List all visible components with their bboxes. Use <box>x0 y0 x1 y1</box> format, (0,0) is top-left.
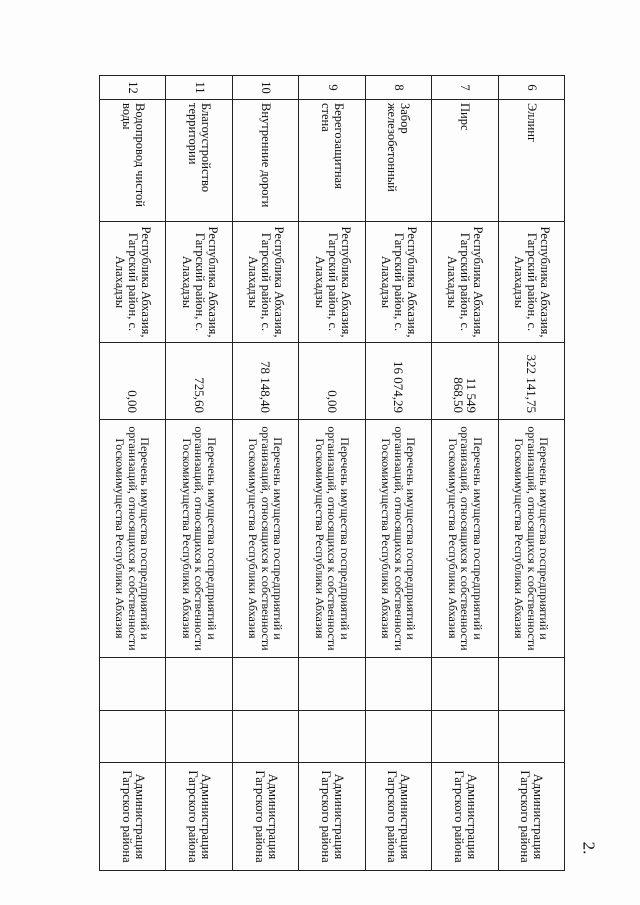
row-number: 12 <box>100 76 166 100</box>
object-description: Перечень имущества госпредприятий и организаций, относящихся к собственности Госкомимущества Республики Абхазия <box>166 420 232 658</box>
empty-cell <box>498 711 564 763</box>
table-row <box>232 76 298 871</box>
rotated-table-container <box>99 75 565 870</box>
row-number: 6 <box>498 76 564 100</box>
empty-cell <box>365 711 431 763</box>
object-address: Республика Абхазия, Гагрский район, с. Алахадзы <box>299 222 365 343</box>
object-value: 725,60 <box>166 343 232 420</box>
object-address: Республика Абхазия, Гагрский район, с. Алахадзы <box>498 222 564 343</box>
object-value: 0,00 <box>100 343 166 420</box>
row-number: 10 <box>232 76 298 100</box>
object-description: Перечень имущества госпредприятий и организаций, относящихся к собственности Госкомимущества Республики Абхазия <box>365 420 431 658</box>
table-row <box>365 76 431 871</box>
empty-cell <box>166 711 232 763</box>
object-name: Водопровод чистой воды <box>100 100 166 222</box>
empty-cell <box>299 658 365 711</box>
empty-cell <box>432 658 498 711</box>
table-row <box>299 76 365 871</box>
empty-cell <box>166 658 232 711</box>
object-description: Перечень имущества госпредприятий и организаций, относящихся к собственности Госкомимущества Республики Абхазия <box>498 420 564 658</box>
object-address: Республика Абхазия, Гагрский район, с. Алахадзы <box>100 222 166 343</box>
object-value: 322 141,75 <box>498 343 564 420</box>
empty-cell <box>365 658 431 711</box>
object-address: Республика Абхазия, Гагрский район, с. Алахадзы <box>166 222 232 343</box>
object-value: 0,00 <box>299 343 365 420</box>
empty-cell <box>100 658 166 711</box>
object-name: Эллинг <box>498 100 564 222</box>
empty-cell <box>498 658 564 711</box>
object-description: Перечень имущества госпредприятий и организаций, относящихся к собственности Госкомимущества Республики Абхазия <box>432 420 498 658</box>
object-administration: Администрация Гагрского района <box>299 763 365 871</box>
empty-cell <box>432 711 498 763</box>
row-number: 11 <box>166 76 232 100</box>
object-name: Внутренние дороги <box>232 100 298 222</box>
object-name: Забор железобетонный <box>365 100 431 222</box>
object-address: Республика Абхазия, Гагрский район, с. Алахадзы <box>432 222 498 343</box>
table-row <box>498 76 564 871</box>
object-administration: Администрация Гагрского района <box>100 763 166 871</box>
object-name: Берегозащитная стена <box>299 100 365 222</box>
page-number: 2. <box>579 841 599 855</box>
object-name: Благоустройство территории <box>166 100 232 222</box>
table-row <box>100 76 166 871</box>
table-row <box>432 76 498 871</box>
empty-cell <box>232 711 298 763</box>
object-value: 16 074,29 <box>365 343 431 420</box>
row-number: 8 <box>365 76 431 100</box>
object-address: Республика Абхазия, Гагрский район, с. Алахадзы <box>232 222 298 343</box>
object-name: Пирс <box>432 100 498 222</box>
object-administration: Администрация Гагрского района <box>232 763 298 871</box>
empty-cell <box>100 711 166 763</box>
row-number: 7 <box>432 76 498 100</box>
object-value: 78 148,40 <box>232 343 298 420</box>
property-table <box>99 75 565 871</box>
empty-cell <box>299 711 365 763</box>
object-description: Перечень имущества госпредприятий и организаций, относящихся к собственности Госкомимущества Республики Абхазия <box>299 420 365 658</box>
object-description: Перечень имущества госпредприятий и организаций, относящихся к собственности Госкомимущества Республики Абхазия <box>232 420 298 658</box>
object-administration: Администрация Гагрского района <box>498 763 564 871</box>
object-description: Перечень имущества госпредприятий и организаций, относящихся к собственности Госкомимущества Республики Абхазия <box>100 420 166 658</box>
row-number: 9 <box>299 76 365 100</box>
object-value: 11 549 868,50 <box>432 343 498 420</box>
object-administration: Администрация Гагрского района <box>365 763 431 871</box>
table-row <box>166 76 232 871</box>
object-administration: Администрация Гагрского района <box>166 763 232 871</box>
empty-cell <box>232 658 298 711</box>
object-administration: Администрация Гагрского района <box>432 763 498 871</box>
object-address: Республика Абхазия, Гагрский район, с. Алахадзы <box>365 222 431 343</box>
